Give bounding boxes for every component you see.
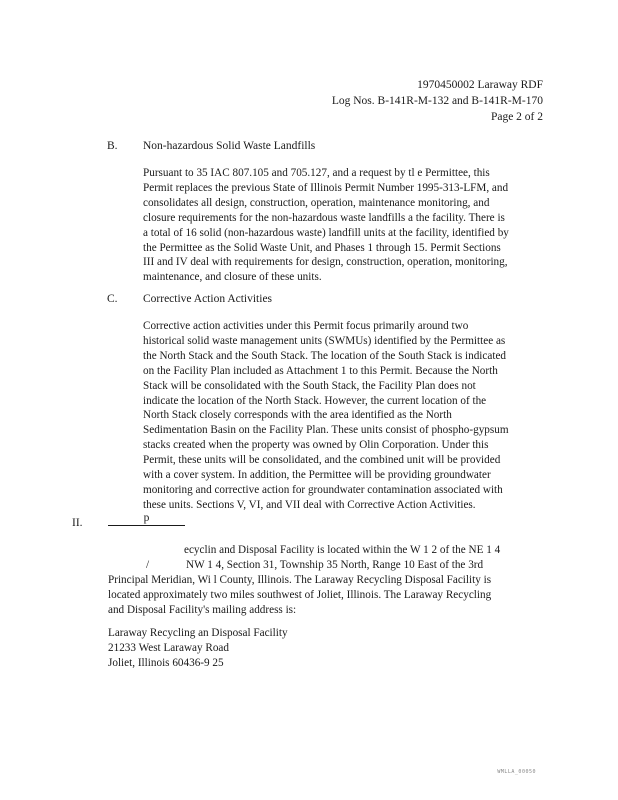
paragraph-line: the North Stack and the South Stack. The location of the South Stack is indicated: [143, 349, 507, 362]
paragraph-line: North Stack closely corresponds with the area identified as the North: [143, 409, 452, 422]
paragraph-line: these units. Sections V, VI, and VII deal with Corrective Action Activities.: [143, 498, 476, 511]
paragraph-line: Permit, these units will be consolidated, and the combined unit will be provided: [143, 454, 501, 467]
paragraph-line: III and IV deal with requirements for design, construction, operation, monitoring,: [143, 256, 508, 269]
section-ii-paragraph: [108, 573, 491, 618]
section-b-marker: B.: [107, 140, 118, 152]
section-c-heading: Corrective Action Activities: [143, 293, 273, 305]
paragraph-line: the Permittee as the Solid Waste Unit, and Phases 1 through 15. Permit Sections: [143, 241, 501, 254]
header-page-number: Page 2 of 2: [490, 111, 543, 123]
section-ii-line-2-prefix: /: [146, 559, 150, 571]
paragraph-line: Pursuant to 35 IAC 807.105 and 705.127, and a request by tl e Permittee, this: [143, 167, 490, 179]
section-ii-heading: p: [108, 512, 185, 526]
paragraph-line: on the Facility Plan included as Attachment 1 to this Permit. Because the North: [143, 364, 498, 377]
document-header: [332, 77, 543, 125]
paragraph-line: historical solid waste management units (SWMUs) identified by the Permittee as: [143, 334, 506, 347]
paragraph-line: Permit replaces the previous State of Illinois Permit Number 1995-313-LFM, and: [143, 181, 509, 194]
paragraph-line: indicate the location of the North Stack. However, the current location of the: [143, 394, 487, 407]
section-c-paragraph: [143, 319, 509, 513]
section-ii-line-1: ecyclin and Disposal Facility is located within the W 1 2 of the NE 1 4: [184, 544, 501, 556]
header-permit-id: 1970450002 Laraway RDF: [417, 79, 543, 91]
address-line: 21233 West Laraway Road: [108, 641, 229, 654]
paragraph-line: Principal Meridian, Wi l County, Illinois. The Laraway Recycling Disposal Facility is: [108, 574, 492, 586]
facility-address: [108, 626, 288, 671]
address-line: Joliet, Illinois 60436-9 25: [108, 656, 224, 669]
paragraph-line: a total of 16 solid (non-hazardous waste) landfill units at the facility, identified by: [143, 226, 509, 239]
paragraph-line: with a cover system. In addition, the Permittee will be providing groundwater: [143, 469, 491, 482]
paragraph-line: and Disposal Facility's mailing address is:: [108, 603, 297, 616]
paragraph-line: closure requirements for the non-hazardous waste landfills a the facility. There is: [143, 211, 505, 224]
section-ii-line-2: NW 1 4, Section 31, Township 35 North, Range 10 East of the 3rd: [186, 559, 484, 571]
address-line: Laraway Recycling an Disposal Facility: [108, 627, 288, 639]
paragraph-line: stacks created when the property was owned by Olin Corporation. Under this: [143, 439, 489, 452]
paragraph-line: monitoring and corrective action for groundwater contamination associated with: [143, 483, 503, 496]
section-ii-marker: II.: [72, 517, 83, 529]
paragraph-line: maintenance, and closure of these units.: [143, 271, 322, 284]
paragraph-line: Sedimentation Basin on the Facility Plan. These units consist of phospho-gypsum: [143, 424, 509, 437]
section-b-paragraph: [143, 166, 509, 285]
header-log-numbers: Log Nos. B-141R-M-132 and B-141R-M-170: [331, 95, 543, 107]
paragraph-line: located approximately two miles southwest of Joliet, Illinois. The Laraway Recycling: [108, 588, 492, 601]
paragraph-line: consolidates all design, construction, operation, maintenance monitoring, and: [143, 196, 490, 209]
paragraph-line: Corrective action activities under this Permit focus primarily around two: [143, 320, 469, 332]
paragraph-line: Stack will be consolidated with the South Stack, the Facility Plan does not: [143, 379, 476, 392]
section-c-marker: C.: [107, 293, 118, 305]
bates-stamp: WMLLA_00050: [497, 769, 536, 775]
section-b-heading: Non-hazardous Solid Waste Landfills: [143, 140, 316, 152]
